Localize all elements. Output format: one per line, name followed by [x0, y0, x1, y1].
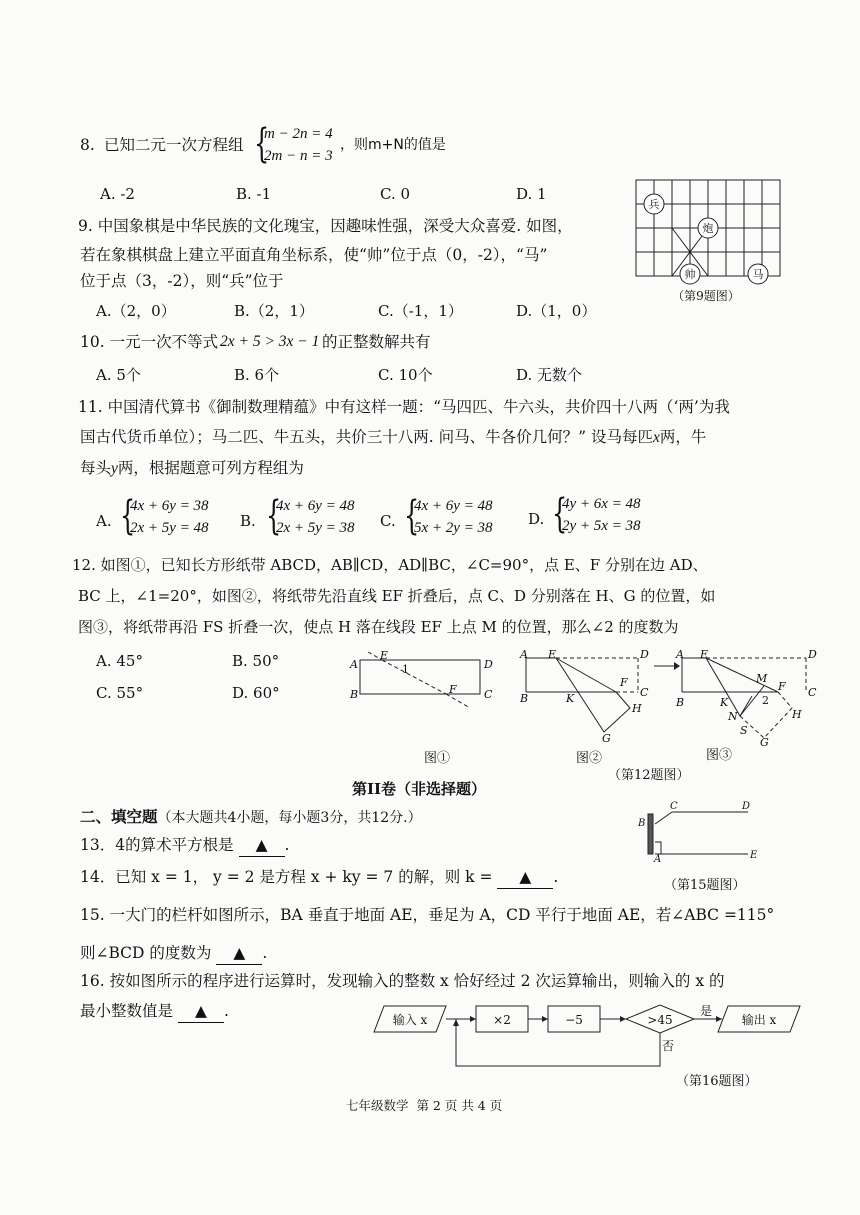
svg-text:2: 2 [762, 694, 769, 707]
q13-text: 13．4的算术平方根是 [80, 836, 234, 854]
q12-line1: 12. 如图①，已知长方形纸带 ABCD，AB∥CD，AD∥BC，∠C=90°，点 E、F 分别在边 AD、 [72, 556, 708, 574]
q13-end: . [284, 836, 290, 854]
q13 [80, 834, 289, 857]
q11-option-d-system: { 4y + 6x = 48 2y + 5x = 38 [552, 491, 641, 537]
q9-option-b: B.（2，1） [234, 302, 314, 320]
svg-text:N: N [728, 710, 738, 723]
q8-system: { m − 2n = 4 2m − n = 3 [254, 121, 333, 167]
q9-line3: 位于点（3，-2），则“兵”位于 [80, 272, 284, 290]
q8-option-c: C. 0 [380, 185, 411, 203]
svg-text:D: D [484, 658, 493, 671]
svg-text:E: E [750, 850, 758, 861]
q8-eq1: m − 2n = 4 [264, 126, 333, 142]
svg-text:C: C [808, 686, 817, 699]
chessboard-figure [628, 176, 788, 306]
q8-number: 8. [80, 136, 95, 154]
q12-option-a: A. 45° [96, 652, 143, 670]
flow-output-text: 输出 x [741, 1013, 777, 1027]
q11-line1: 11. 中国清代算书《御制数理精蕴》中有这样一题：“马四匹、牛六头，共价四十八两（‘两’为我 [78, 398, 730, 416]
flow-input-text: 输入 x [392, 1013, 428, 1027]
q11-line2-end: 两，牛 [659, 428, 707, 446]
q11-option-d-label: D. [528, 510, 545, 528]
q12-option-c: C. 55° [96, 684, 144, 702]
q11-option-c-label: C. [380, 512, 396, 530]
q9-option-d: D.（1，0） [516, 302, 597, 320]
q11-d-eq2: 2y + 5x = 38 [562, 518, 641, 534]
q9-option-a: A.（2，0） [96, 302, 176, 320]
svg-text:B: B [350, 688, 359, 701]
q15-line2 [80, 942, 267, 965]
q11-line2-text: 国古代货币单位）；马二匹、牛五头，共价三十八两. 问马、牛各价几何？” 设马每匹 [80, 428, 653, 446]
svg-text:D: D [640, 648, 649, 661]
q11-line3 [80, 457, 304, 480]
q8-suffix: ，则m+N的值是 [340, 137, 446, 153]
fill-note: （本大题共4小题，每小题3分，共12分.） [157, 810, 422, 826]
svg-text:A: A [520, 648, 528, 661]
q10-option-d: D. 无数个 [516, 366, 583, 384]
svg-text:K: K [720, 696, 729, 709]
q14 [80, 866, 558, 889]
q11-c-eq1: 4x + 6y = 48 [414, 498, 493, 514]
fig15-caption: （第15题图） [664, 878, 746, 893]
svg-text:M: M [756, 672, 768, 685]
svg-text:H: H [632, 702, 642, 715]
q11-d-eq1: 4y + 6x = 48 [562, 496, 641, 512]
fig12-3-label: 图③ [706, 748, 733, 763]
q11-a-eq1: 4x + 6y = 38 [130, 498, 209, 514]
q14-blank: ▲ [497, 866, 553, 889]
svg-text:D: D [808, 648, 817, 661]
fig12-2 [516, 646, 666, 746]
q12-line3: 图③，将纸带再沿 FS 折叠一次，使点 H 落在线段 EF 上点 M 的位置，那么∠2 的度数为 [78, 618, 679, 636]
svg-text:C: C [484, 688, 493, 701]
svg-text:B: B [676, 696, 685, 709]
svg-text:1: 1 [402, 663, 409, 676]
q16-end: . [223, 1002, 229, 1020]
fill-header [80, 806, 422, 829]
page-footer: 七年级数学 第 2 页 共 4 页 [346, 1098, 503, 1113]
q11-option-b-label: B. [240, 512, 256, 530]
q14-text: 14．已知 x = 1， y = 2 是方程 x + ky = 7 的解，则 k = [80, 868, 493, 886]
q12-option-b: B. 50° [232, 652, 280, 670]
flow-condition-text: >45 [647, 1013, 673, 1027]
fill-title: 二、填空题 [80, 807, 158, 826]
svg-text:E: E [380, 649, 389, 662]
piece-ma-label: 马 [752, 268, 764, 281]
svg-text:K: K [566, 692, 575, 705]
svg-text:D: D [742, 801, 751, 812]
q11-option-a-label: A. [96, 512, 112, 530]
fig12-1 [346, 648, 506, 718]
q9-line1: 9. 中国象棋是中华民族的文化瑰宝，因趣味性强，深受大众喜爱. 如图， [78, 217, 573, 235]
flow-multiply-text: ×2 [493, 1013, 511, 1027]
q11-a-eq2: 2x + 5y = 48 [130, 520, 209, 536]
q16-line2 [80, 1000, 229, 1023]
q15-blank: ▲ [216, 942, 262, 965]
q11-option-c-system: { 4x + 6y = 48 5x + 2y = 38 [404, 493, 493, 539]
q11-b-eq2: 2x + 5y = 38 [276, 520, 355, 536]
flow-minus-text: −5 [565, 1013, 583, 1027]
svg-text:F: F [778, 680, 786, 693]
q8-option-a: A. -2 [100, 185, 135, 203]
q10-option-a: A. 5个 [96, 366, 141, 384]
fig12-1-label: 图① [424, 751, 451, 766]
q9-line2: 若在象棋棋盘上建立平面直角坐标系，使“帅”位于点（0，-2），“马” [80, 246, 548, 264]
svg-text:C: C [670, 801, 678, 812]
q12-line2: BC 上，∠1=20°，如图②，将纸带先沿直线 EF 折叠后，点 C、D 分别落在 H、G 的位置，如 [78, 587, 716, 605]
q11-line2 [80, 426, 706, 449]
q11-var-x: x [652, 429, 660, 446]
q11-option-b-system: { 4x + 6y = 48 2x + 5y = 38 [266, 493, 355, 539]
q10-inequality: 2x + 5 > 3x − 1 [220, 333, 320, 350]
q9-option-c: C.（-1，1） [378, 302, 463, 320]
svg-text:B: B [638, 818, 646, 829]
piece-pao-label: 炮 [702, 222, 714, 235]
piece-shuai-label: 帅 [684, 268, 696, 281]
q15-line1: 15. 一大门的栏杆如图所示，BA 垂直于地面 AE，垂足为 A，CD 平行于地面 AE，若∠ABC =115° [80, 906, 775, 924]
svg-text:A: A [654, 854, 662, 862]
q11-line3-start: 每头 [80, 459, 112, 477]
fig12-caption: （第12题图） [608, 768, 690, 783]
q15-end: . [262, 944, 268, 962]
svg-text:S: S [740, 724, 748, 737]
q16-blank: ▲ [178, 1000, 224, 1023]
fig12-3 [674, 646, 824, 750]
q10-option-b: B. 6个 [234, 366, 280, 384]
flow-no-text: 否 [661, 1039, 675, 1053]
svg-text:G: G [760, 736, 769, 749]
flow-yes-text: 是 [699, 1004, 713, 1018]
svg-text:F: F [449, 683, 457, 696]
q12-option-d: D. 60° [232, 684, 280, 702]
q8-option-d: D. 1 [516, 185, 547, 203]
q10-prefix: 10. 一元一次不等式 [80, 333, 219, 351]
q10-suffix: 的正整数解共有 [322, 333, 431, 351]
q11-line3-end: 两，根据题意可列方程组为 [117, 459, 304, 477]
svg-text:E: E [548, 648, 557, 661]
q16-line2-text: 最小整数值是 [80, 1002, 174, 1020]
svg-text:E: E [700, 648, 709, 661]
q11-option-a-system: { 4x + 6y = 38 2x + 5y = 48 [120, 493, 209, 539]
fig16-caption: （第16题图） [676, 1074, 758, 1089]
fig9-caption: （第9题图） [672, 289, 740, 303]
q8-eq2: 2m − n = 3 [264, 148, 333, 164]
section2-title: 第II卷（非选择题） [352, 780, 487, 798]
q14-end: . [553, 868, 559, 886]
svg-text:G: G [602, 732, 611, 745]
piece-bing-label: 兵 [648, 198, 660, 211]
q13-blank: ▲ [239, 834, 285, 857]
q10-option-c: C. 10个 [378, 366, 433, 384]
q16-line1: 16. 按如图所示的程序进行运算时，发现输入的整数 x 恰好经过 2 次运算输出，则输入的 x 的 [80, 972, 725, 990]
svg-text:B: B [520, 692, 529, 705]
svg-text:H: H [792, 708, 802, 721]
q8-prefix: 已知二元一次方程组 [104, 136, 244, 154]
fig15 [636, 798, 766, 862]
flowchart [372, 1004, 812, 1074]
q11-c-eq2: 5x + 2y = 38 [414, 520, 493, 536]
svg-text:A: A [350, 658, 358, 671]
svg-text:F: F [620, 676, 628, 689]
fig12-2-label: 图② [576, 751, 603, 766]
q11-var-y: y [111, 460, 118, 477]
q15-line2-text: 则∠BCD 的度数为 [80, 944, 212, 962]
q11-b-eq1: 4x + 6y = 48 [276, 498, 355, 514]
svg-text:C: C [640, 686, 649, 699]
q8-option-b: B. -1 [236, 185, 272, 203]
svg-text:A: A [676, 648, 684, 661]
